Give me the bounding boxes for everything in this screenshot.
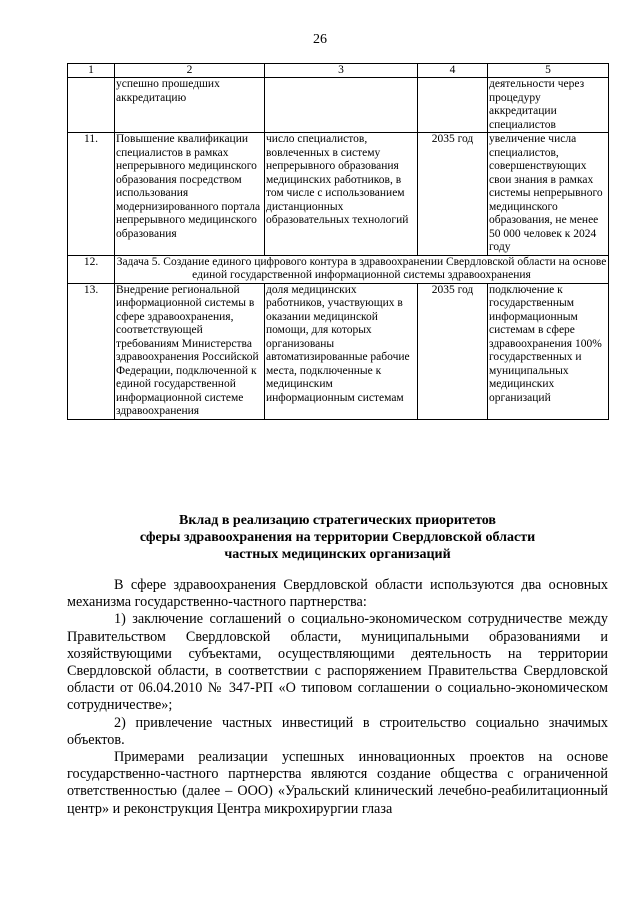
measures-table [67,63,609,420]
table-header-row [68,64,609,78]
column-header: 1 [68,64,115,78]
paragraph: Примерами реализации успешных инновационных проектов на основе государственно-частного партнерства являются создание общества с ограниченной ответственностью (далее – ООО) «Уральский клинический лечебно-реабилитационный центр» и реконструкция Центра микрохирургии глаза [67,749,608,817]
body-text [67,577,608,818]
column-header: 3 [265,64,418,78]
measure-cell: Повышение квалификации специалистов в рамках непрерывного медицинского образования посредством использования модернизированного портала непрерывного медицинского образования [115,133,265,256]
column-header: 5 [488,64,609,78]
section-heading-line: сферы здравоохранения на территории Свердловской области [139,530,536,545]
section-heading-line: частных медицинских организаций [224,547,451,562]
result-cell: увеличение числа специалистов, совершенствующих свои знания в рамках системы непрерывного медицинского образования, не менее 50 000 человек к 2024 году [488,133,609,256]
row-number: 13. [68,283,115,419]
column-header: 2 [115,64,265,78]
section-heading-line: Вклад в реализацию стратегических приоритетов [179,513,496,528]
table-cell: успешно прошедших аккредитацию [115,78,265,133]
table-cell: деятельности через процедуру аккредитации специалистов [488,78,609,133]
page-number: 26 [313,32,327,47]
column-header: 4 [418,64,488,78]
table-cell [418,78,488,133]
table-row-11 [68,133,609,256]
result-cell: подключение к государственным информационным системам в сфере здравоохранения 100% государственных и муниципальных медицинских организаций [488,283,609,419]
paragraph: 1) заключение соглашений о социально-экономическом сотрудничестве между Правительством Свердловской области, муниципальными образованиями и хозяйствующими субъектами, осуществляющими деятельность на территории Свердловской области, в соответствии с распоряжением Правительства Свердловской области от 06.04.2010 № 347-РП «О типовом соглашении о социально-экономическом сотрудничестве»; [67,611,608,714]
row-number: 12. [68,255,115,283]
year-cell: 2035 год [418,283,488,419]
paragraph: 2) привлечение частных инвестиций в строительство социально значимых объектов. [67,714,608,748]
table-row-continued [68,78,609,133]
paragraph: В сфере здравоохранения Свердловской области используются два основных механизма государственно-частного партнерства: [67,577,608,611]
table-row-13 [68,283,609,419]
section-heading [67,512,608,563]
table-cell [68,78,115,133]
task-heading-cell: Задача 5. Создание единого цифрового контура в здравоохранении Свердловской области на основе единой государственной информационной системы здравоохранения [115,255,609,283]
measure-cell: Внедрение региональной информационной системы в сфере здравоохранения, соответствующей требованиям Министерства здравоохранения Российской Федерации, подключенной к единой государственной информационной системе здравоохранения [115,283,265,419]
indicator-cell: число специалистов, вовлеченных в систему непрерывного образования медицинских работников, в том числе с использованием дистанционных образовательных технологий [265,133,418,256]
indicator-cell: доля медицинских работников, участвующих в оказании медицинской помощи, для которых организованы автоматизированные рабочие места, подключенные к медицинским информационным системам [265,283,418,419]
table-row-12 [68,255,609,283]
row-number: 11. [68,133,115,256]
table-cell [265,78,418,133]
year-cell: 2035 год [418,133,488,256]
